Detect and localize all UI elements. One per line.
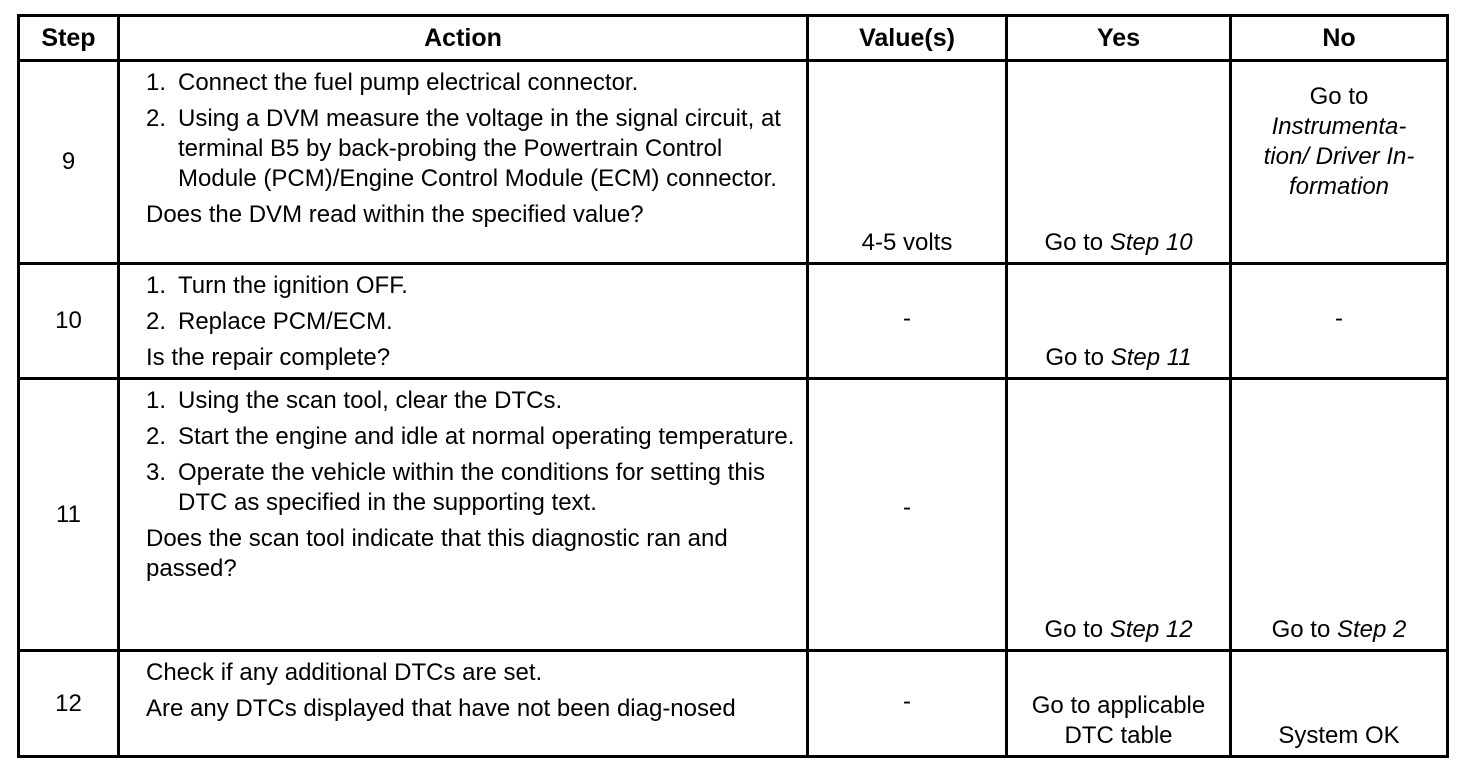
step-number: 12 [19,651,119,757]
step-number: 11 [19,379,119,651]
action-question: Is the repair complete? [146,344,391,371]
no-prefix: Go to [1309,83,1369,110]
item-number: 1. [146,272,167,299]
diagnostic-table [17,14,1449,758]
item-text: Operate the vehicle within the conditions for setting this DTC as specified in the supporting text. [178,459,765,516]
action-cell [119,651,808,757]
step-number: 10 [19,264,119,379]
table-row-step-10 [19,264,1448,379]
yes-step-ref: Step 11 [1110,344,1192,371]
yes-step-ref: Step 12 [1109,616,1193,643]
item-number: 1. [146,387,167,414]
action-item [146,386,798,416]
item-number: 2. [146,105,167,132]
header-no: No [1231,16,1448,61]
yes-line: Go to applicable [1031,692,1206,719]
action-item [146,458,798,518]
no-cell [1231,61,1448,264]
yes-prefix: Go to [1044,229,1110,256]
no-cell [1231,379,1448,651]
item-number: 3. [146,459,167,486]
step-number: 9 [19,61,119,264]
no-ref-line: formation [1288,173,1390,200]
item-number: 2. [146,423,167,450]
no-ref-line: tion/ Driver In- [1263,143,1415,170]
action-cell [119,264,808,379]
header-step: Step [19,16,119,61]
no-prefix: Go to [1271,616,1337,643]
yes-prefix: Go to [1044,616,1110,643]
action-item [146,271,798,301]
table-row-step-9 [19,61,1448,264]
no-ref-line: Instrumenta- [1271,113,1407,140]
yes-cell [1007,651,1231,757]
header-yes: Yes [1007,16,1231,61]
action-line: Check if any additional DTCs are set. [146,659,543,686]
header-values: Value(s) [808,16,1007,61]
item-text: Connect the fuel pump electrical connector. [178,69,639,96]
action-item [146,68,798,98]
item-number: 1. [146,69,167,96]
value-cell: - [808,379,1007,651]
action-question: Are any DTCs displayed that have not been diag-nosed [146,695,736,722]
item-text: Turn the ignition OFF. [178,272,408,299]
header-row [19,16,1448,61]
no-step-ref: Step 2 [1336,616,1407,643]
item-text: Using the scan tool, clear the DTCs. [178,387,563,414]
action-question: Does the scan tool indicate that this diagnostic ran and passed? [146,525,728,582]
action-item [146,104,798,194]
yes-step-ref: Step 10 [1109,229,1193,256]
yes-line: DTC table [1064,722,1173,749]
action-cell [119,379,808,651]
yes-cell [1007,61,1231,264]
table-row-step-11 [19,379,1448,651]
yes-prefix: Go to [1045,344,1111,371]
value-cell: - [808,651,1007,757]
action-item [146,307,798,337]
value-cell: 4-5 volts [808,61,1007,264]
header-action: Action [119,16,808,61]
table-row-step-12 [19,651,1448,757]
item-text: Using a DVM measure the voltage in the signal circuit, at terminal B5 by back-probing the Powertrain Control Module (PCM)/Engine Control Module (ECM) connector. [178,105,781,192]
action-cell [119,61,808,264]
action-item [146,422,798,452]
action-question: Does the DVM read within the specified value? [146,201,644,228]
yes-cell [1007,264,1231,379]
item-number: 2. [146,308,167,335]
item-text: Replace PCM/ECM. [178,308,393,335]
value-cell: - [808,264,1007,379]
no-cell: - [1231,264,1448,379]
item-text: Start the engine and idle at normal operating temperature. [178,423,795,450]
no-cell: System OK [1231,651,1448,757]
yes-cell [1007,379,1231,651]
